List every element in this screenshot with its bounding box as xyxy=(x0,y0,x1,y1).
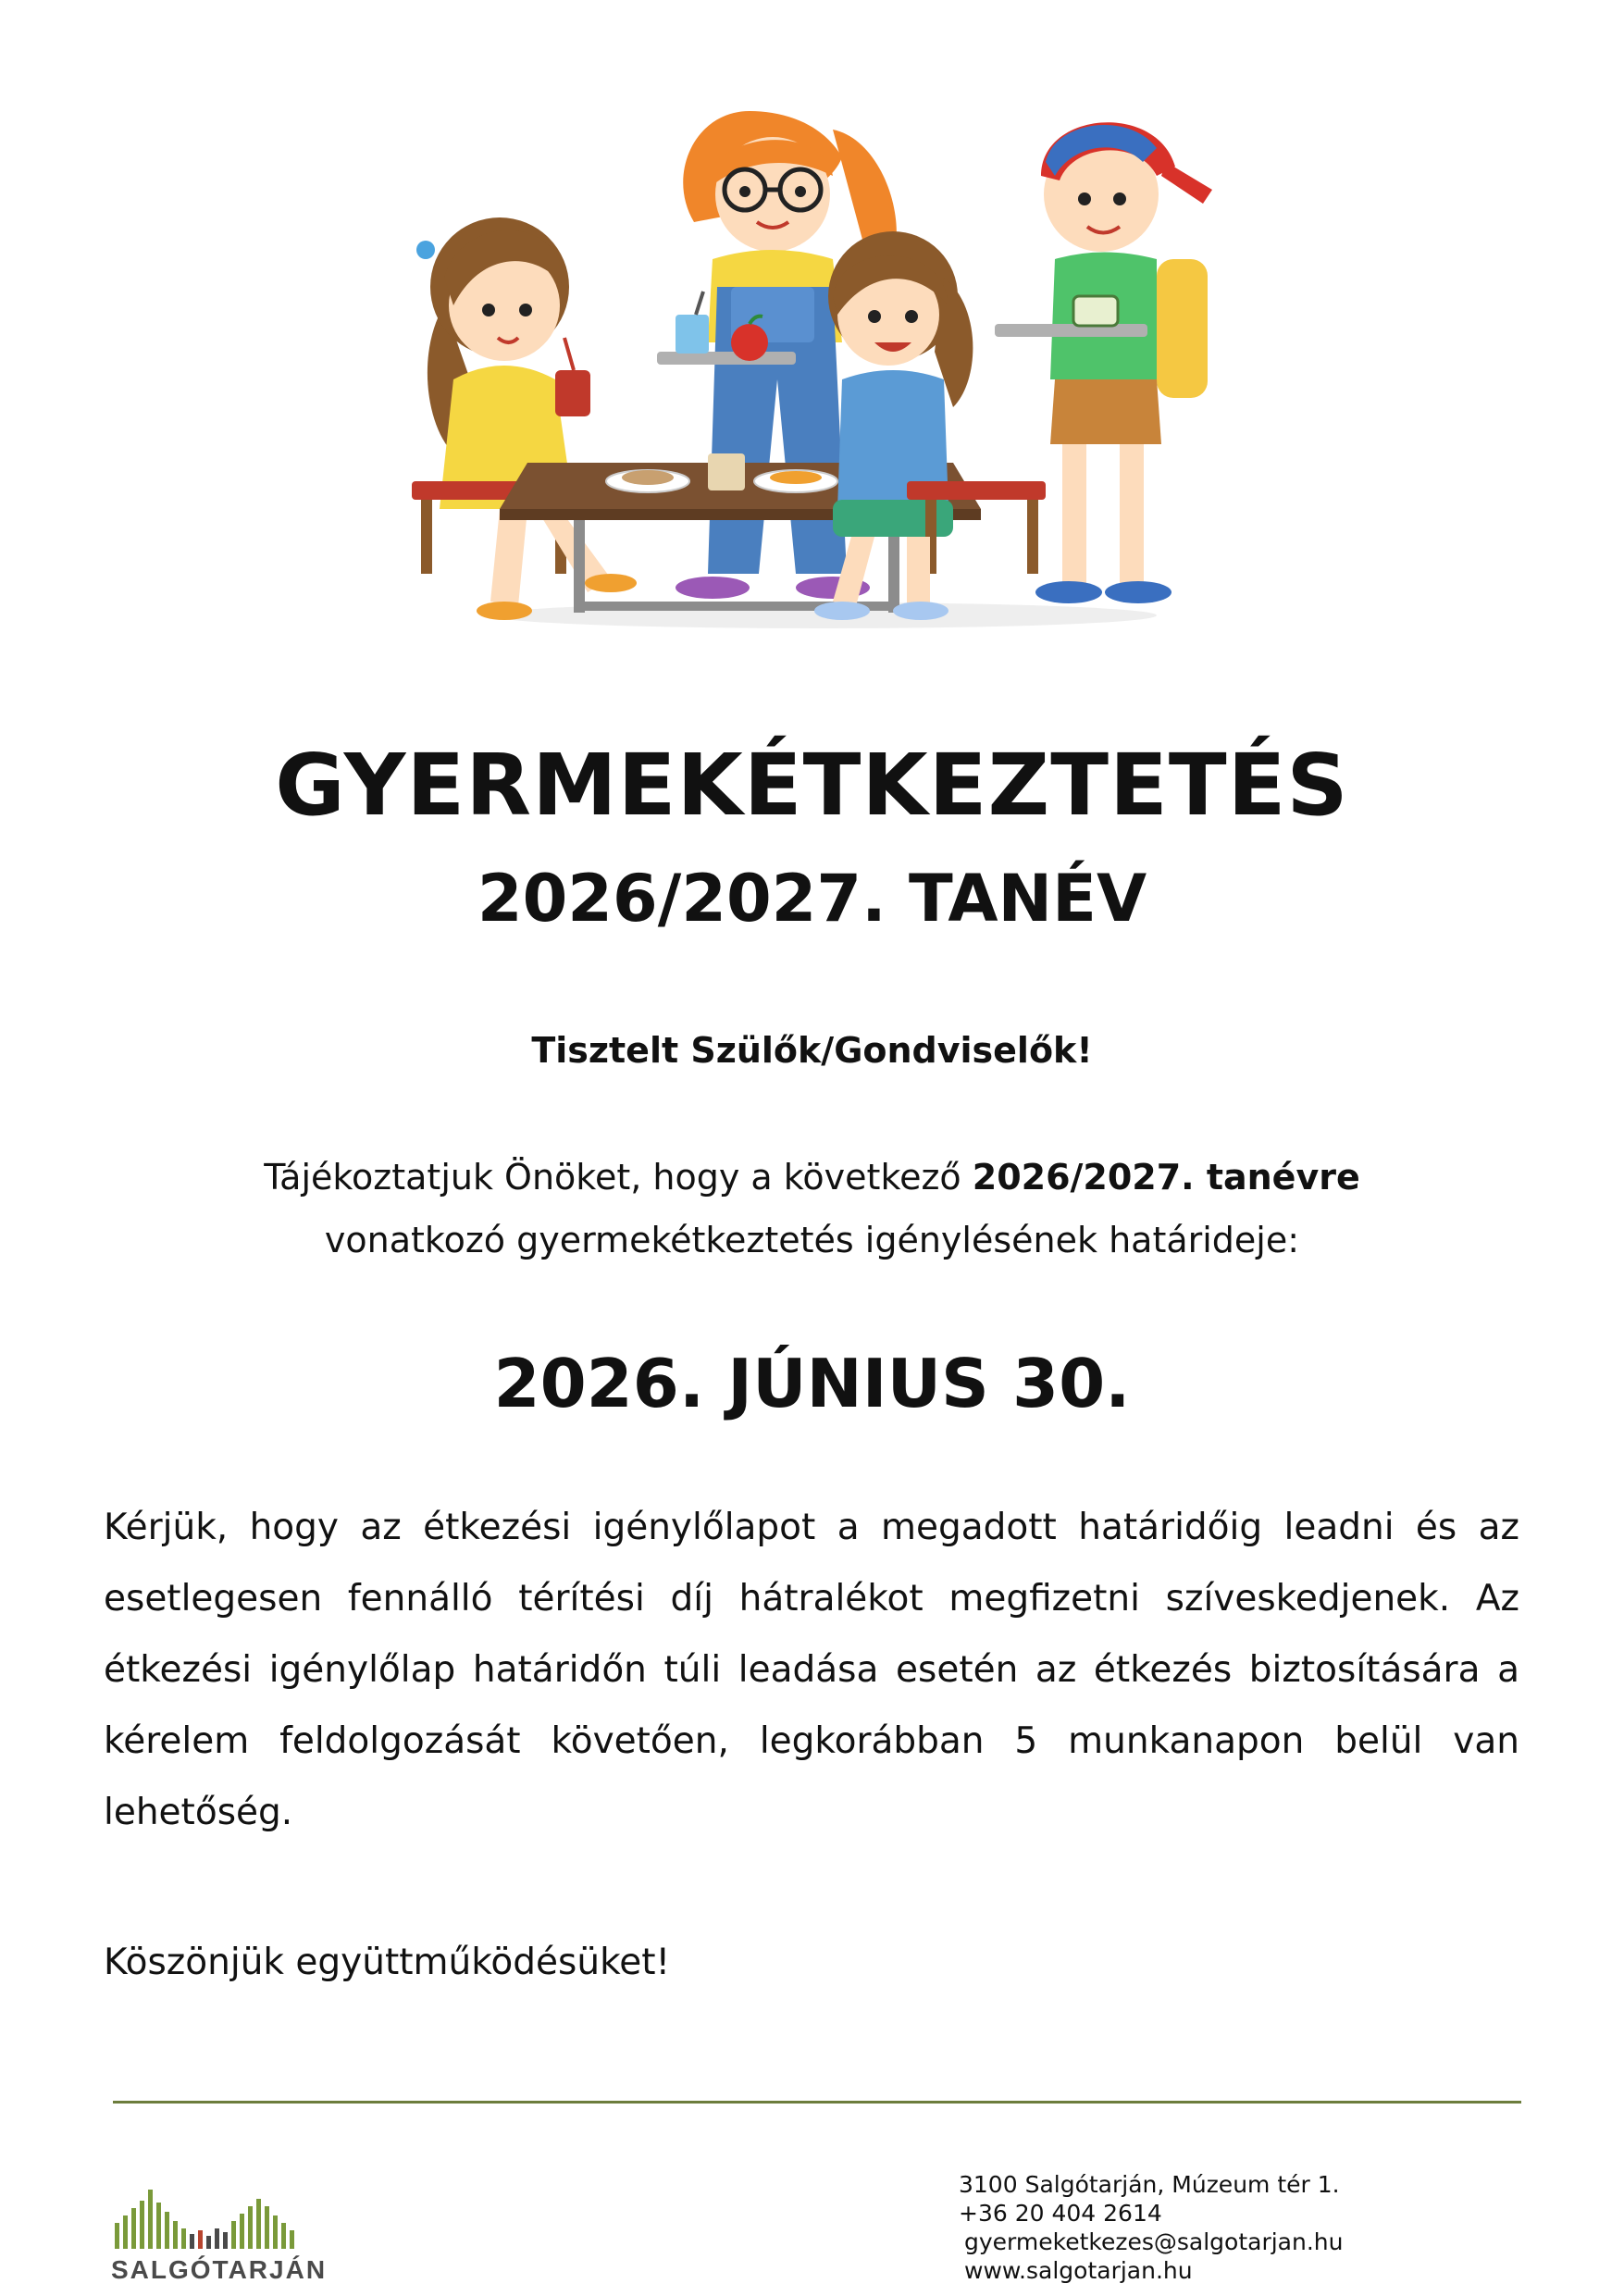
contact-email[interactable]: gyermeketkezes@salgotarjan.hu xyxy=(964,2228,1344,2255)
contact-block xyxy=(959,2170,1344,2285)
page-title: GYERMEKÉTKEZTETÉS xyxy=(275,736,1349,835)
intro-paragraph xyxy=(0,1146,1624,1272)
body-paragraph: Kérjük, hogy az étkezési igénylőlapot a megadott határidőig leadni és az esetlegesen fennálló térítési díj hátralékot megfizetni szíveskedjenek. Az étkezési igénylőlap határidőn túli leadása esetén az étkezés biztosítására a kérelem feldolgozását követően, legkorábban 5 munkanapon belül van lehetőség. xyxy=(104,1507,1519,1833)
salgotarjan-logo xyxy=(109,2175,387,2286)
children-cafeteria-illustration xyxy=(389,74,1240,639)
footer-divider xyxy=(113,2101,1521,2104)
contact-phone: +36 20 404 2614 xyxy=(959,2200,1162,2227)
contact-website[interactable]: www.salgotarjan.hu xyxy=(964,2257,1193,2284)
greeting: Tisztelt Szülők/Gondviselők! xyxy=(531,1030,1093,1071)
intro-text-start: Tájékoztatjuk Önöket, hogy a következő xyxy=(264,1157,973,1198)
intro-school-year-bold: 2026/2027. tanévre xyxy=(972,1157,1360,1198)
logo-bars-icon xyxy=(115,2190,294,2249)
logo-wordmark: SALGÓTARJÁN xyxy=(111,2255,328,2284)
intro-text-end: vonatkozó gyermekétkeztetés igénylésének határideje: xyxy=(324,1220,1300,1260)
girl-blue-shirt-figure xyxy=(814,231,1046,620)
school-year-subtitle: 2026/2027. TANÉV xyxy=(477,861,1147,937)
thanks-text: Köszönjük együttműködésüket! xyxy=(104,1942,671,1983)
deadline-date: 2026. JÚNIUS 30. xyxy=(493,1345,1131,1422)
contact-address: 3100 Salgótarján, Múzeum tér 1. xyxy=(959,2171,1340,2198)
girl-yellow-dress-figure xyxy=(412,217,637,620)
